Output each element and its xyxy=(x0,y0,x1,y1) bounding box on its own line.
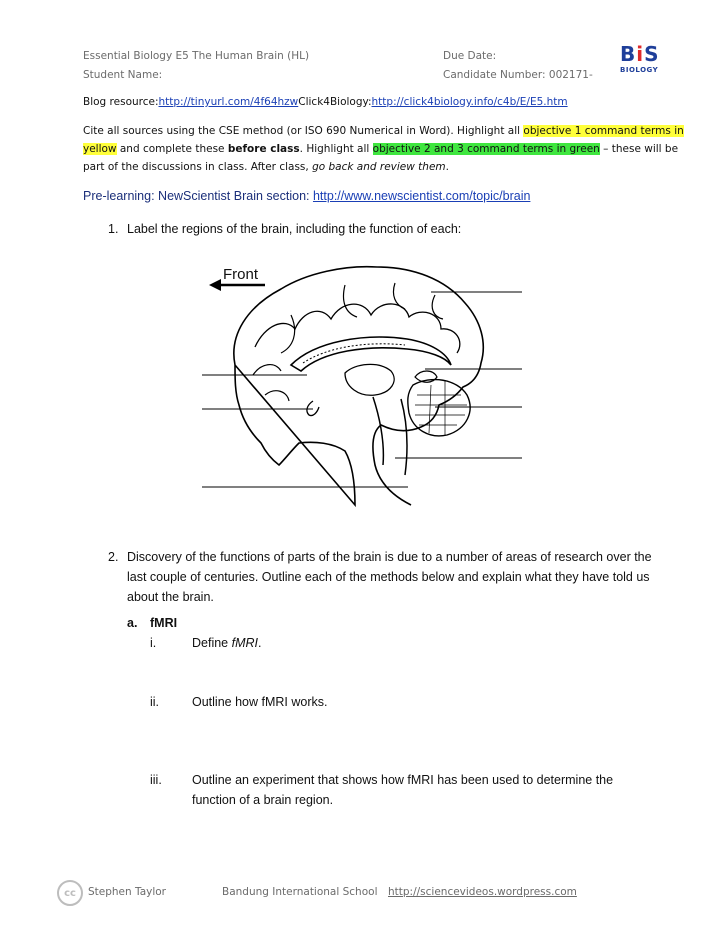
sub-ii-number: ii. xyxy=(150,695,160,709)
q2-line-3: about the brain. xyxy=(127,590,214,604)
review-italic: go back and review them xyxy=(312,161,446,173)
qa-letter: a. xyxy=(127,616,138,630)
cite-text-3: . Highlight all xyxy=(299,143,373,155)
newscientist-link[interactable]: http://www.newscientist.com/topic/brain xyxy=(312,189,531,203)
sub-iii-number: iii. xyxy=(150,773,162,787)
highlight-yellow-text: objective 1 command terms in xyxy=(523,125,684,137)
sub-i-number: i. xyxy=(150,636,157,650)
sub-i-text-b: . xyxy=(258,636,262,650)
sub-i-text-a: Define xyxy=(192,636,232,650)
cite-text-5: part of the discussions in class. After class, xyxy=(83,161,313,173)
front-label: Front xyxy=(223,266,259,283)
highlight-yellow-word: yellow xyxy=(83,143,117,155)
blog-resource-link[interactable]: http://tinyurl.com/4f64hzw xyxy=(158,96,299,108)
resources-line xyxy=(83,93,568,111)
due-date-label: Due Date: xyxy=(443,50,497,62)
highlight-green-text: objective 2 and 3 command terms in green xyxy=(372,143,600,155)
pre-learning-line xyxy=(83,186,530,206)
footer-school: Bandung International School xyxy=(222,886,378,898)
front-arrow-head xyxy=(209,279,221,291)
q1-number: 1. xyxy=(108,222,119,236)
sub-iii-line-1: Outline an experiment that shows how fMRI has been used to determine the xyxy=(192,773,614,787)
brain-outline xyxy=(234,267,483,505)
brainstem xyxy=(373,397,407,475)
sub-ii-text: Outline how fMRI works. xyxy=(192,695,328,709)
cite-text-4: – these will be xyxy=(599,143,679,155)
q2-line-2: last couple of centuries. Outline each of the methods below and explain what they have told us xyxy=(127,570,650,584)
footer-link[interactable]: http://sciencevideos.wordpress.com xyxy=(388,886,577,898)
sub-i-fmri-italic: fMRI xyxy=(231,636,258,650)
blog-resource-label: Blog resource: xyxy=(83,96,159,108)
thalamus xyxy=(345,364,394,395)
qa-title: fMRI xyxy=(150,616,178,630)
q2-number: 2. xyxy=(108,550,119,564)
cite-text-2: and complete these xyxy=(116,143,228,155)
before-class-bold: before class xyxy=(227,143,300,155)
brain-diagram xyxy=(195,255,535,515)
click4biology-label: Click4Biology: xyxy=(298,96,372,108)
pre-learning-label: Pre-learning: NewScientist Brain section: xyxy=(83,189,313,203)
corpus-callosum xyxy=(291,337,451,371)
q2-text xyxy=(127,547,652,607)
pituitary xyxy=(307,401,319,416)
cite-text-1: Cite all sources using the CSE method (or ISO 690 Numerical in Word). Highlight all xyxy=(83,125,524,137)
sub-iii-line-2: function of a brain region. xyxy=(192,793,334,807)
student-name-label: Student Name: xyxy=(83,69,163,81)
citation-instructions xyxy=(83,122,684,176)
creative-commons-icon: cc xyxy=(57,880,83,906)
click4biology-link[interactable]: http://click4biology.info/c4b/E/E5.htm xyxy=(371,96,568,108)
document-title: Essential Biology E5 The Human Brain (HL) xyxy=(83,50,310,62)
footer-author: Stephen Taylor xyxy=(88,886,166,898)
bis-biology-logo: BiS BIOLOGY xyxy=(620,42,660,74)
q1-text: Label the regions of the brain, including the function of each: xyxy=(127,222,462,236)
cite-text-6: . xyxy=(445,161,449,173)
q2-line-1: Discovery of the functions of parts of the brain is due to a number of areas of research over the xyxy=(127,550,652,564)
sub-iii-text xyxy=(192,770,613,810)
candidate-number-label: Candidate Number: 002171- xyxy=(443,69,593,81)
brain-sagittal-drawing xyxy=(195,255,535,515)
sub-i-text xyxy=(192,633,261,653)
